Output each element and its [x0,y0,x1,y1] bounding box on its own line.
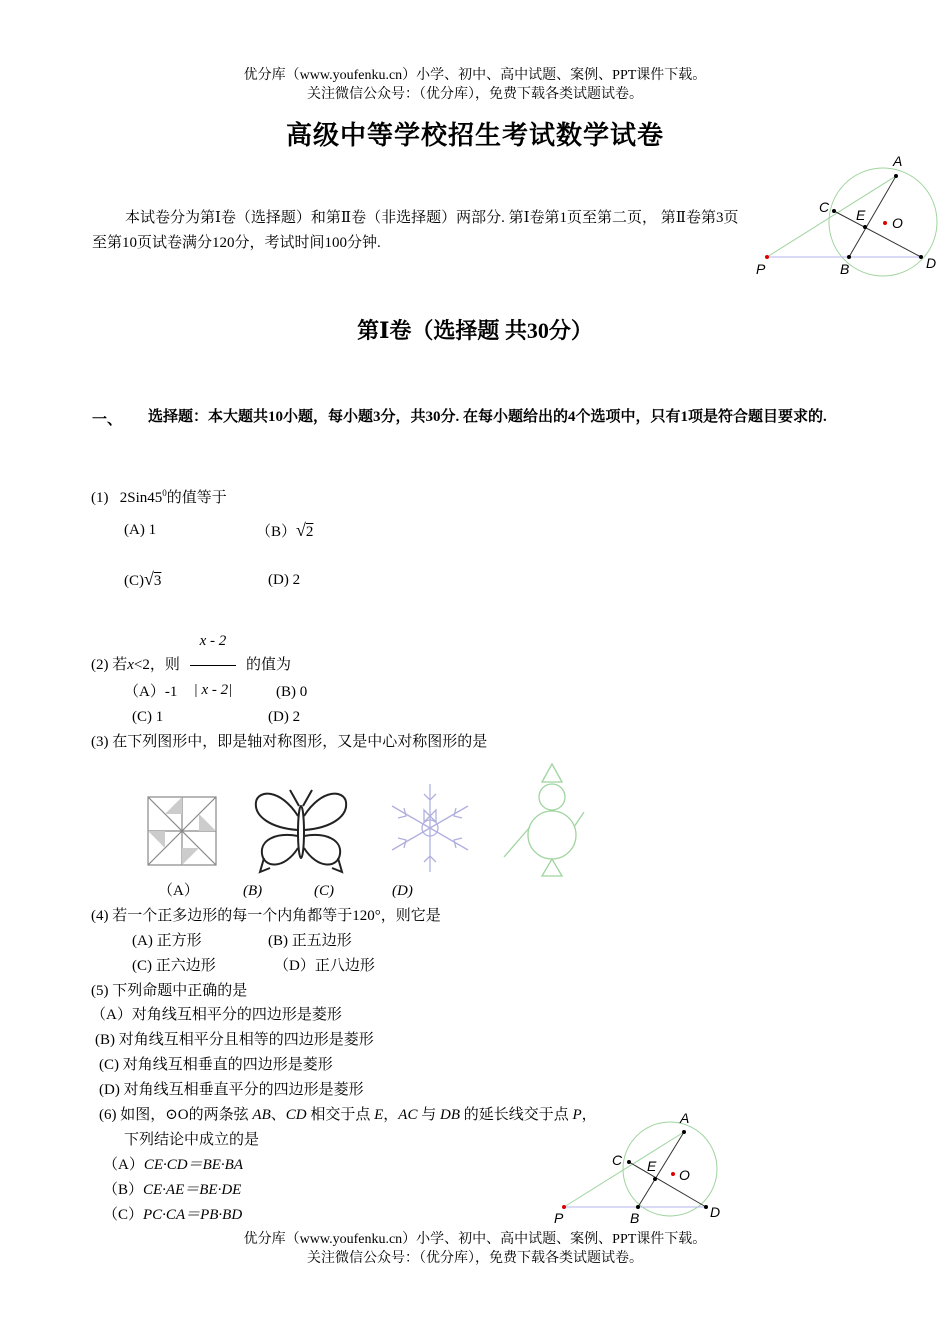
label-c: C [612,1152,623,1168]
label-b: B [840,261,850,277]
label-a: A [680,1110,690,1126]
section-text: 选择题：本大题共10小题，每小题3分，共30分. 在每小题给出的4个选项中，只有1项是符合题目要求的. [148,409,827,425]
footer-line-1: 优分库（www.youfenku.cn）小学、初中、高中试题、案例、PPT课件下载。 [243,1232,707,1247]
header-line-1: 优分库（www.youfenku.cn）小学、初中、高中试题、案例、PPT课件下载。 [243,68,707,83]
q5-option-d: (D) 对角线互相垂直平分的四边形是菱形 [99,1082,364,1098]
q6-stem-line-2: 下列结论中成立的是 [124,1132,260,1148]
intro-line-2: 至第10页试卷满分120分，考试时间100分钟. [92,235,381,251]
q5-option-a: （A）对角线互相平分的四边形是菱形 [91,1007,342,1023]
q3-figure-a-pinwheel [147,796,217,866]
label-b: B [630,1210,640,1226]
q5-option-c: (C) 对角线互相垂直的四边形是菱形 [99,1057,333,1073]
q4-option-d: （D）正八边形 [274,958,375,974]
q6-option-b: （B）CE·AE＝BE·DE [103,1182,242,1198]
part-title: 第Ⅰ卷（选择题 共30分） [357,318,593,343]
label-c: C [819,199,830,215]
footer-line-2: 关注微信公众号：（优分库），免费下载各类试题试卷。 [307,1251,643,1266]
q2-stem: (2) 若x<2，则 $\frac{x - 2}{| x - 2|}$ 的值为 [91,617,291,714]
q1-option-d: (D) 2 [268,572,301,588]
label-e: E [856,207,866,223]
header-line-2: 关注微信公众号：（优分库），免费下载各类试题试卷。 [307,87,643,102]
q3-label-d: (D) [392,883,413,899]
q3-figure-b-butterfly [250,786,352,878]
point-c [627,1160,631,1164]
point-p [765,255,769,259]
label-o: O [892,215,903,231]
point-d [919,255,923,259]
q2-option-c: (C) 1 [132,709,164,725]
q4-option-c: (C) 正六边形 [132,958,216,974]
q1-option-a: (A) 1 [124,522,157,538]
q1-stem: (1) $2Sin45^0$的值等于 [91,488,227,506]
page-title: 高级中等学校招生考试数学试卷 [285,121,664,150]
intro-line-1: 本试卷分为第Ⅰ卷（选择题）和第Ⅱ卷（非选择题）两部分. 第Ⅰ卷第1页至第二页， 第Ⅱ卷第3页 [125,210,739,226]
label-o: O [679,1167,690,1183]
circle-figure-q6 [540,1105,740,1230]
q4-option-b: (B) 正五边形 [268,933,352,949]
q5-stem: (5) 下列命题中正确的是 [91,983,248,999]
q3-label-b: (B) [243,883,263,899]
q2-option-d: (D) 2 [268,709,301,725]
q2-option-a: （A）-1 [124,684,178,700]
label-p: P [554,1210,564,1226]
label-d: D [710,1204,721,1220]
q5-option-b: (B) 对角线互相平分且相等的四边形是菱形 [95,1032,374,1048]
line-cd [629,1162,706,1207]
label-d: D [926,255,937,271]
line-pa [564,1132,684,1207]
q2-option-b: (B) 0 [276,684,308,700]
q6-option-a: （A）CE·CD＝BE·BA [103,1157,243,1173]
section-number: 一、 [92,412,123,428]
q1-option-b: （B）√2 [256,520,314,540]
q4-stem: (4) 若一个正多边形的每一个内角都等于120°，则它是 [91,908,441,924]
point-p [562,1205,566,1209]
point-d [704,1205,708,1209]
point-a [682,1130,686,1134]
point-b [847,255,851,259]
point-b [636,1205,640,1209]
point-e [653,1177,657,1181]
point-o [671,1172,675,1176]
q3-stem: (3) 在下列图形中，即是轴对称图形，又是中心对称图形的是 [91,734,488,750]
q3-label-c: (C) [314,883,334,899]
q2-fraction: $\frac{x - 2}{| x - 2|}$ [190,617,237,714]
point-o [883,221,887,225]
label-e: E [647,1158,657,1174]
q6-option-c: （C）PC·CA＝PB·BD [103,1207,243,1223]
q6-stem: (6) 如图，⊙O的两条弦 AB、CD 相交于点 E，AC 与 DB 的延长线交于点 P， [99,1107,597,1123]
q3-figure-d-snowman [500,762,604,882]
q3-figure-c-snowflake [384,780,476,876]
q4-option-a: (A) 正方形 [132,933,202,949]
circle-o [623,1122,717,1216]
label-a: A [893,153,903,169]
q1-option-c: (C)√3 [124,569,162,589]
line-ab [638,1132,684,1207]
point-a [894,174,898,178]
label-p: P [756,261,766,277]
q3-label-a: （A） [158,883,199,899]
